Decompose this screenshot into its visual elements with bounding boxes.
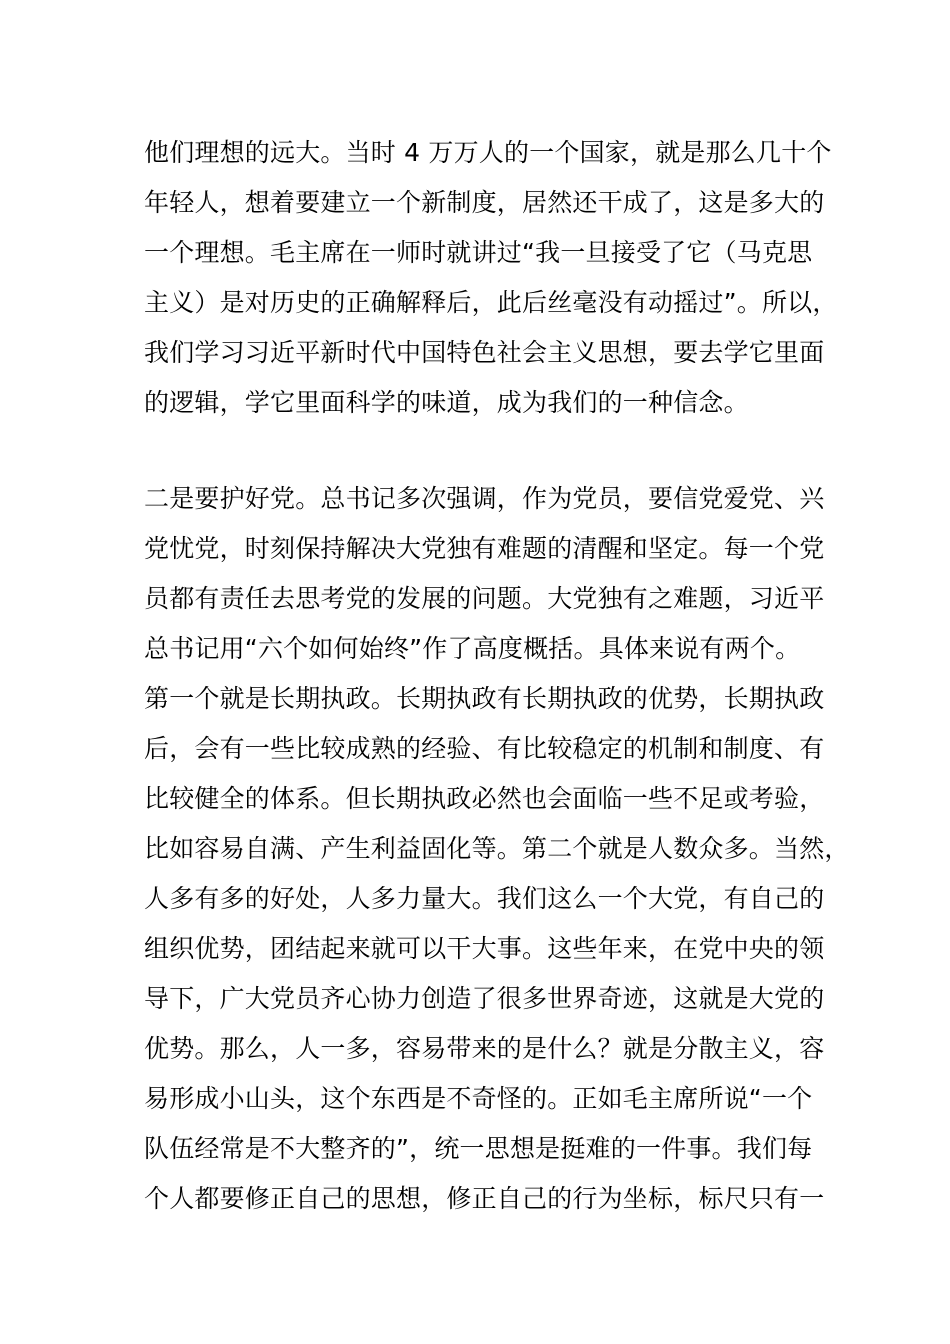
text-line: 比如容易自满、产生利益固化等。第二个就是人数众多。当然， — [144, 834, 850, 863]
text-line: 党忧党，时刻保持解决大党独有难题的清醒和坚定。每一个党 — [144, 534, 825, 563]
text-line: 组织优势，团结起来就可以干大事。这些年来，在党中央的领 — [144, 934, 825, 963]
text-line: 他们理想的远大。当时 4 万万人的一个国家，就是那么几十个 — [144, 138, 832, 167]
text-line: 一个理想。毛主席在一师时就讲过“我一旦接受了它（马克思 — [144, 238, 813, 267]
text-line: 二是要护好党。总书记多次强调，作为党员，要信党爱党、兴 — [144, 484, 825, 513]
text-line: 后，会有一些比较成熟的经验、有比较稳定的机制和制度、有 — [144, 734, 825, 763]
text-line: 员都有责任去思考党的发展的问题。大党独有之难题，习近平 — [144, 584, 825, 613]
text-line: 第一个就是长期执政。长期执政有长期执政的优势，长期执政 — [144, 684, 825, 713]
text-line: 年轻人，想着要建立一个新制度，居然还干成了，这是多大的 — [144, 188, 825, 217]
text-line: 导下，广大党员齐心协力创造了很多世界奇迹，这就是大党的 — [144, 984, 825, 1013]
text-line: 队伍经常是不大整齐的”，统一思想是挺难的一件事。我们每 — [144, 1134, 813, 1163]
text-line: 优势。那么，人一多，容易带来的是什么？就是分散主义，容 — [144, 1034, 825, 1063]
text-line: 的逻辑，学它里面科学的味道，成为我们的一种信念。 — [144, 388, 749, 417]
text-line: 总书记用“六个如何始终”作了高度概括。具体来说有两个。 — [144, 634, 801, 663]
text-line: 易形成小山头，这个东西是不奇怪的。正如毛主席所说“一个 — [144, 1084, 813, 1113]
paragraph-1 — [144, 128, 844, 428]
text-line: 我们学习习近平新时代中国特色社会主义思想，要去学它里面 — [144, 338, 825, 367]
text-line: 个人都要修正自己的思想，修正自己的行为坐标，标尺只有一 — [144, 1184, 825, 1213]
text-line: 比较健全的体系。但长期执政必然也会面临一些不足或考验， — [144, 784, 825, 813]
text-line: 主义）是对历史的正确解释后，此后丝毫没有动摇过”。所以， — [144, 288, 838, 317]
paragraph-2 — [144, 474, 850, 1224]
text-line: 人多有多的好处，人多力量大。我们这么一个大党，有自己的 — [144, 884, 825, 913]
